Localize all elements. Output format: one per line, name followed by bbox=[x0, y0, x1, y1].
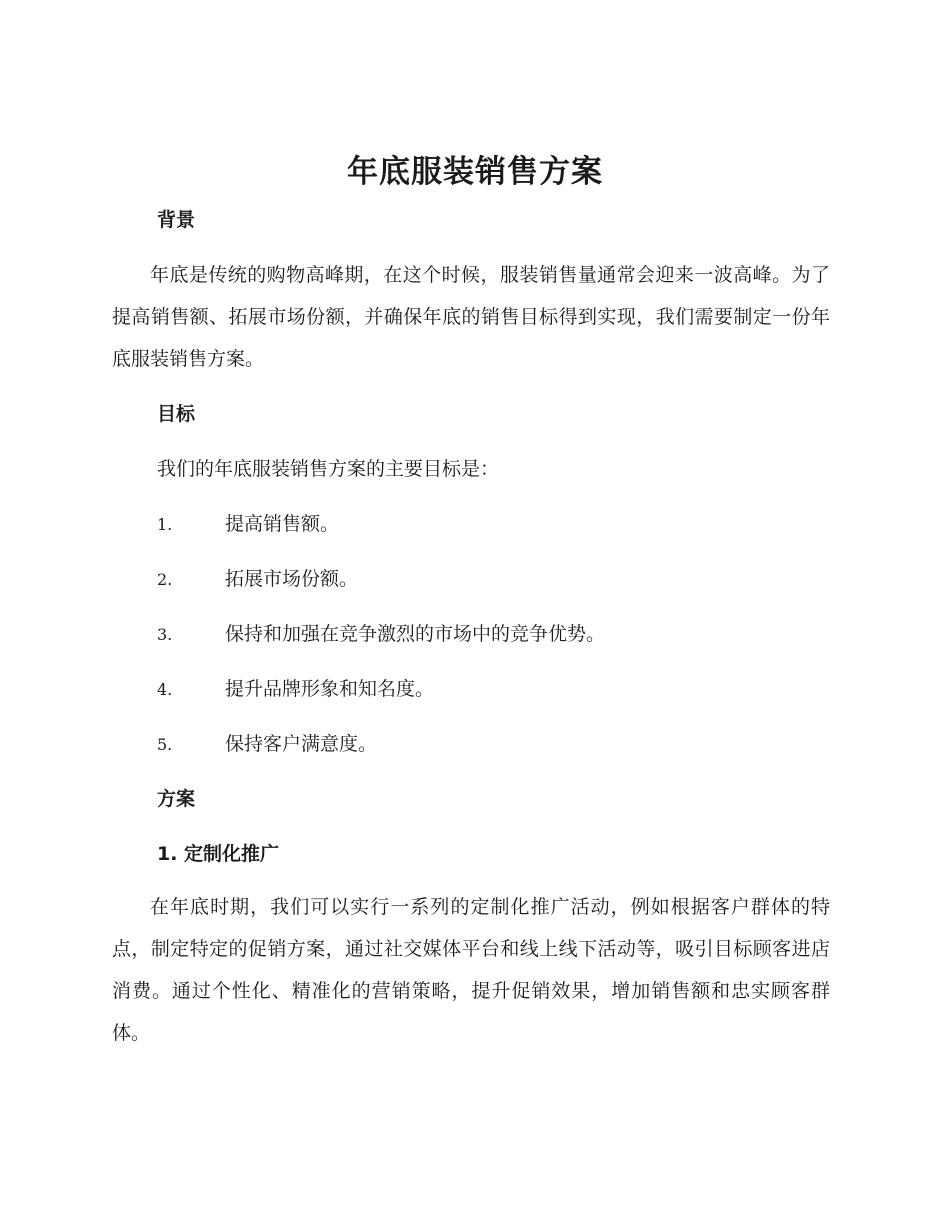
list-item-text: 拓展市场份额。 bbox=[225, 568, 359, 590]
list-item bbox=[157, 620, 837, 649]
list-item-number: 1. bbox=[157, 515, 173, 534]
goals-intro: 我们的年底服装销售方案的主要目标是： bbox=[157, 458, 500, 480]
list-item-number: 2. bbox=[157, 570, 173, 589]
list-item-number: 3. bbox=[157, 625, 173, 644]
list-item bbox=[157, 730, 837, 759]
list-item bbox=[157, 510, 837, 539]
list-item bbox=[157, 675, 837, 704]
list-item-text: 提升品牌形象和知名度。 bbox=[225, 678, 435, 700]
section-heading-background: 背景 bbox=[157, 209, 196, 231]
list-item-number: 5. bbox=[157, 735, 173, 754]
list-item-text: 提高销售额。 bbox=[225, 513, 340, 535]
section-heading-plan: 方案 bbox=[157, 788, 196, 810]
subsection-heading: 1. 定制化推广 bbox=[157, 843, 280, 865]
plan-paragraph: 在年底时期，我们可以实行一系列的定制化推广活动，例如根据客户群体的特点，制定特定的促销方案，通过社交媒体平台和线上线下活动等，吸引目标顾客进店消费。通过个性化、精准化的营销策略，提升促销效果，增加销售额和忠实顾客群体。 bbox=[112, 896, 830, 1044]
background-paragraph: 年底是传统的购物高峰期，在这个时候，服装销售量通常会迎来一波高峰。为了提高销售额、拓展市场份额，并确保年底的销售目标得到实现，我们需要制定一份年底服装销售方案。 bbox=[112, 264, 830, 370]
list-item-text: 保持客户满意度。 bbox=[225, 733, 378, 755]
section-heading-goals: 目标 bbox=[157, 403, 196, 425]
list-item-text: 保持和加强在竞争激烈的市场中的竞争优势。 bbox=[225, 623, 606, 645]
document-title: 年底服装销售方案 bbox=[347, 154, 603, 190]
list-item bbox=[157, 565, 837, 594]
list-item-number: 4. bbox=[157, 680, 173, 699]
